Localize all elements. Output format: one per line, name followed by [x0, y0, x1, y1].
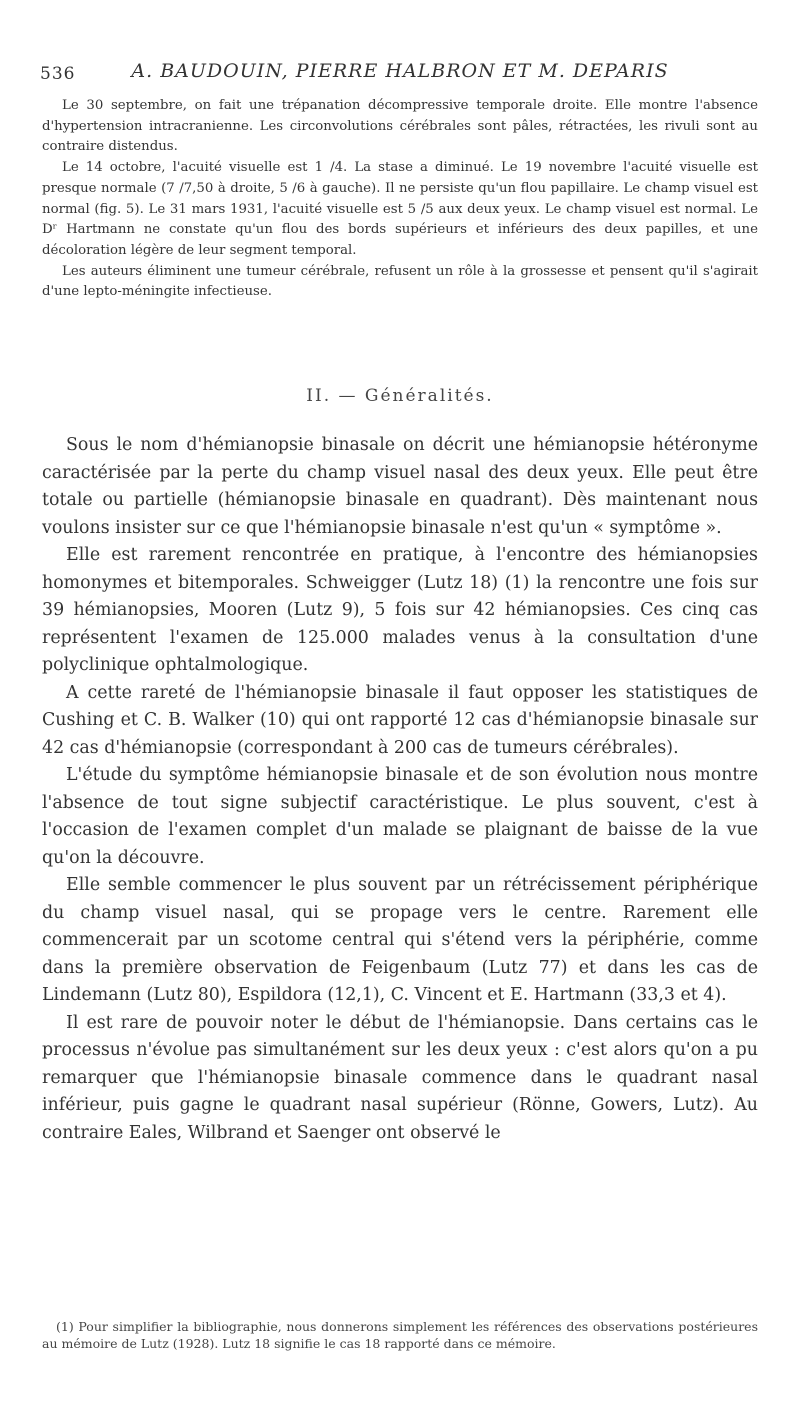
intro-paragraph: Le 30 septembre, on fait une trépanation décompressive temporale droite. Elle montre l'absence d'hypertension intracranienne. Les circonvolutions cérébrales sont pâles, rétractées, les rivuli sont au contraire distendus. — [42, 98, 758, 155]
body-paragraph: Sous le nom d'hémianopsie binasale on décrit une hémianopsie hétéronyme caractérisée par la perte du champ visuel nasal des deux yeux. Elle peut être totale ou partielle (hémianopsie binasale en quadrant). Dès maintenant nous voulons insister sur ce que l'hémianopsie binasale n'est qu'un « symptôme ». — [42, 435, 758, 538]
page-number: 536 — [40, 64, 76, 84]
section-heading: II. — Généralités. — [306, 386, 494, 406]
intro-paragraph: Le 14 octobre, l'acuité visuelle est 1 /4. La stase a diminué. Le 19 novembre l'acuité visuelle est presque normale (7 /7,50 à droite, 5 /6 à gauche). Il ne persiste qu'un flou papillaire. Le champ visuel est normal (fig. 5). Le 31 mars 1931, l'acuité visuelle est 5 /5 aux deux yeux. Le champ visuel est normal. Le Dʳ Hartmann ne constate qu'un flou des bords supérieurs et inférieurs des deux papilles, et une décoloration légère de leur segment temporal. — [42, 160, 758, 258]
body-paragraph: Elle semble commencer le plus souvent par un rétrécissement périphérique du champ visuel nasal, qui se propage vers le centre. Rarement elle commencerait par un scotome central qui s'étend vers la périphérie, comme dans la première observation de Feigenbaum (Lutz 77) et dans les cas de Lindemann (Lutz 80), Espildora (12,1), C. Vincent et E. Hartmann (33,3 et 4). — [42, 875, 758, 1005]
body-paragraph: Il est rare de pouvoir noter le début de l'hémianopsie. Dans certains cas le processus n'évolue pas simultanément sur les deux yeux : c'est alors qu'on a pu remarquer que l'hémianopsie binasale commence dans le quadrant nasal inférieur, puis gagne le quadrant nasal supérieur (Rönne, Gowers, Lutz). Au contraire Eales, Wilbrand et Saenger ont observé le — [42, 1012, 758, 1143]
footnote — [42, 1318, 758, 1352]
intro-paragraph: Les auteurs éliminent une tumeur cérébrale, refusent un rôle à la grossesse et pensent qu'il s'agirait d'une lepto-méningite infectieuse. — [42, 263, 758, 300]
running-header — [40, 60, 760, 90]
body-paragraph: L'étude du symptôme hémianopsie binasale et de son évolution nous montre l'absence de tout signe subjectif caractéristique. Le plus souvent, c'est à l'occasion de l'examen complet d'un malade se plaignant de baisse de la vue qu'on la découvre. — [42, 765, 758, 868]
running-authors: A. BAUDOUIN, PIERRE HALBRON ET M. DEPARIS — [131, 60, 669, 82]
section-body — [42, 432, 758, 1147]
body-paragraph: Elle est rarement rencontrée en pratique, à l'encontre des hémianopsies homonymes et bitemporales. Schweigger (Lutz 18) (1) la rencontre une fois sur 39 hémianopsies, Mooren (Lutz 9), 5 fois sur 42 hémianopsies. Ces cinq cas représentent l'examen de 125.000 malades venus à la consultation d'une polyclinique ophtalmologique. — [42, 545, 758, 675]
body-paragraph: A cette rareté de l'hémianopsie binasale il faut opposer les statistiques de Cushing et C. B. Walker (10) qui ont rapporté 12 cas d'hémianopsie binasale sur 42 cas d'hémianopsie (correspondant à 200 cas de tumeurs cérébrales). — [42, 682, 758, 758]
footnote-text: (1) Pour simplifier la bibliographie, nous donnerons simplement les références des observations postérieures au mémoire de Lutz (1928). Lutz 18 signifie le cas 18 rapporté dans ce mémoire. — [42, 1319, 758, 1351]
case-summary — [42, 96, 758, 303]
